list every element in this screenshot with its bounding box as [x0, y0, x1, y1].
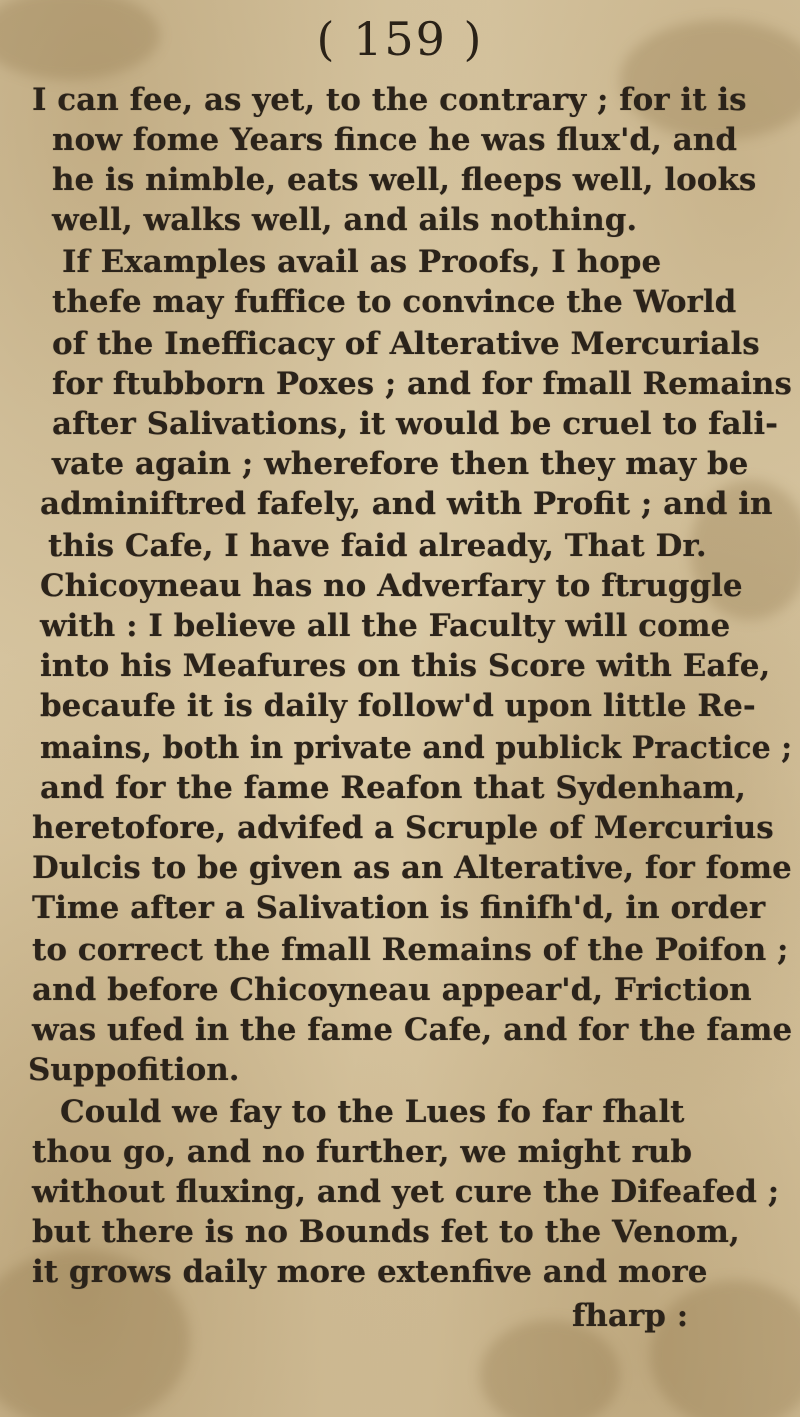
- text-line: but there is no Bounds fet to the Venom,: [32, 1214, 740, 1250]
- text-line: becaufe it is daily follow'd upon little Re-: [40, 688, 756, 724]
- text-line: and for the fame Reafon that Sydenham,: [40, 770, 746, 806]
- text-line: heretofore, advifed a Scruple of Mercurius: [32, 810, 774, 846]
- text-line: If Examples avail as Proofs, I hope: [62, 244, 662, 280]
- text-line: for ftubborn Poxes ; and for fmall Remains: [52, 366, 792, 402]
- page-number: ( 159 ): [316, 12, 484, 66]
- text-line: mains, both in private and publick Practice ;: [40, 730, 793, 766]
- text-line: Time after a Salivation is finifh'd, in order: [32, 890, 766, 926]
- text-line: he is nimble, eats well, fleeps well, looks: [52, 162, 757, 198]
- text-line: well, walks well, and ails nothing.: [52, 202, 638, 238]
- text-line: fharp :: [572, 1298, 689, 1334]
- text-line: thou go, and no further, we might rub: [32, 1134, 693, 1170]
- text-line: it grows daily more extenfive and more: [32, 1254, 708, 1290]
- text-line: with : I believe all the Faculty will come: [40, 608, 731, 644]
- text-line: Suppofition.: [28, 1052, 240, 1088]
- text-line: of the Inefficacy of Alterative Mercurials: [52, 326, 760, 362]
- text-line: was ufed in the fame Cafe, and for the fame: [32, 1012, 793, 1048]
- text-line: adminiftred fafely, and with Profit ; and in: [40, 486, 773, 522]
- text-line: without fluxing, and yet cure the Difeafed ;: [32, 1174, 780, 1210]
- text-line: after Salivations, it would be cruel to fali-: [52, 406, 778, 442]
- text-line: to correct the fmall Remains of the Poifon ;: [32, 932, 789, 968]
- text-line: and before Chicoyneau appear'd, Friction: [32, 972, 752, 1008]
- text-line: this Cafe, I have faid already, That Dr.: [48, 528, 707, 564]
- text-line: Dulcis to be given as an Alterative, for fome: [32, 850, 792, 886]
- text-line: into his Meafures on this Score with Eafe,: [40, 648, 771, 684]
- text-line: I can fee, as yet, to the contrary ; for it is: [32, 82, 747, 118]
- text-line: now fome Years fince he was flux'd, and: [52, 122, 737, 158]
- text-line: Chicoyneau has no Adverfary to ftruggle: [40, 568, 743, 604]
- text-line: Could we fay to the Lues fo far fhalt: [60, 1094, 685, 1130]
- text-line: thefe may fuffice to convince the World: [52, 284, 737, 320]
- text-line: vate again ; wherefore then they may be: [52, 446, 749, 482]
